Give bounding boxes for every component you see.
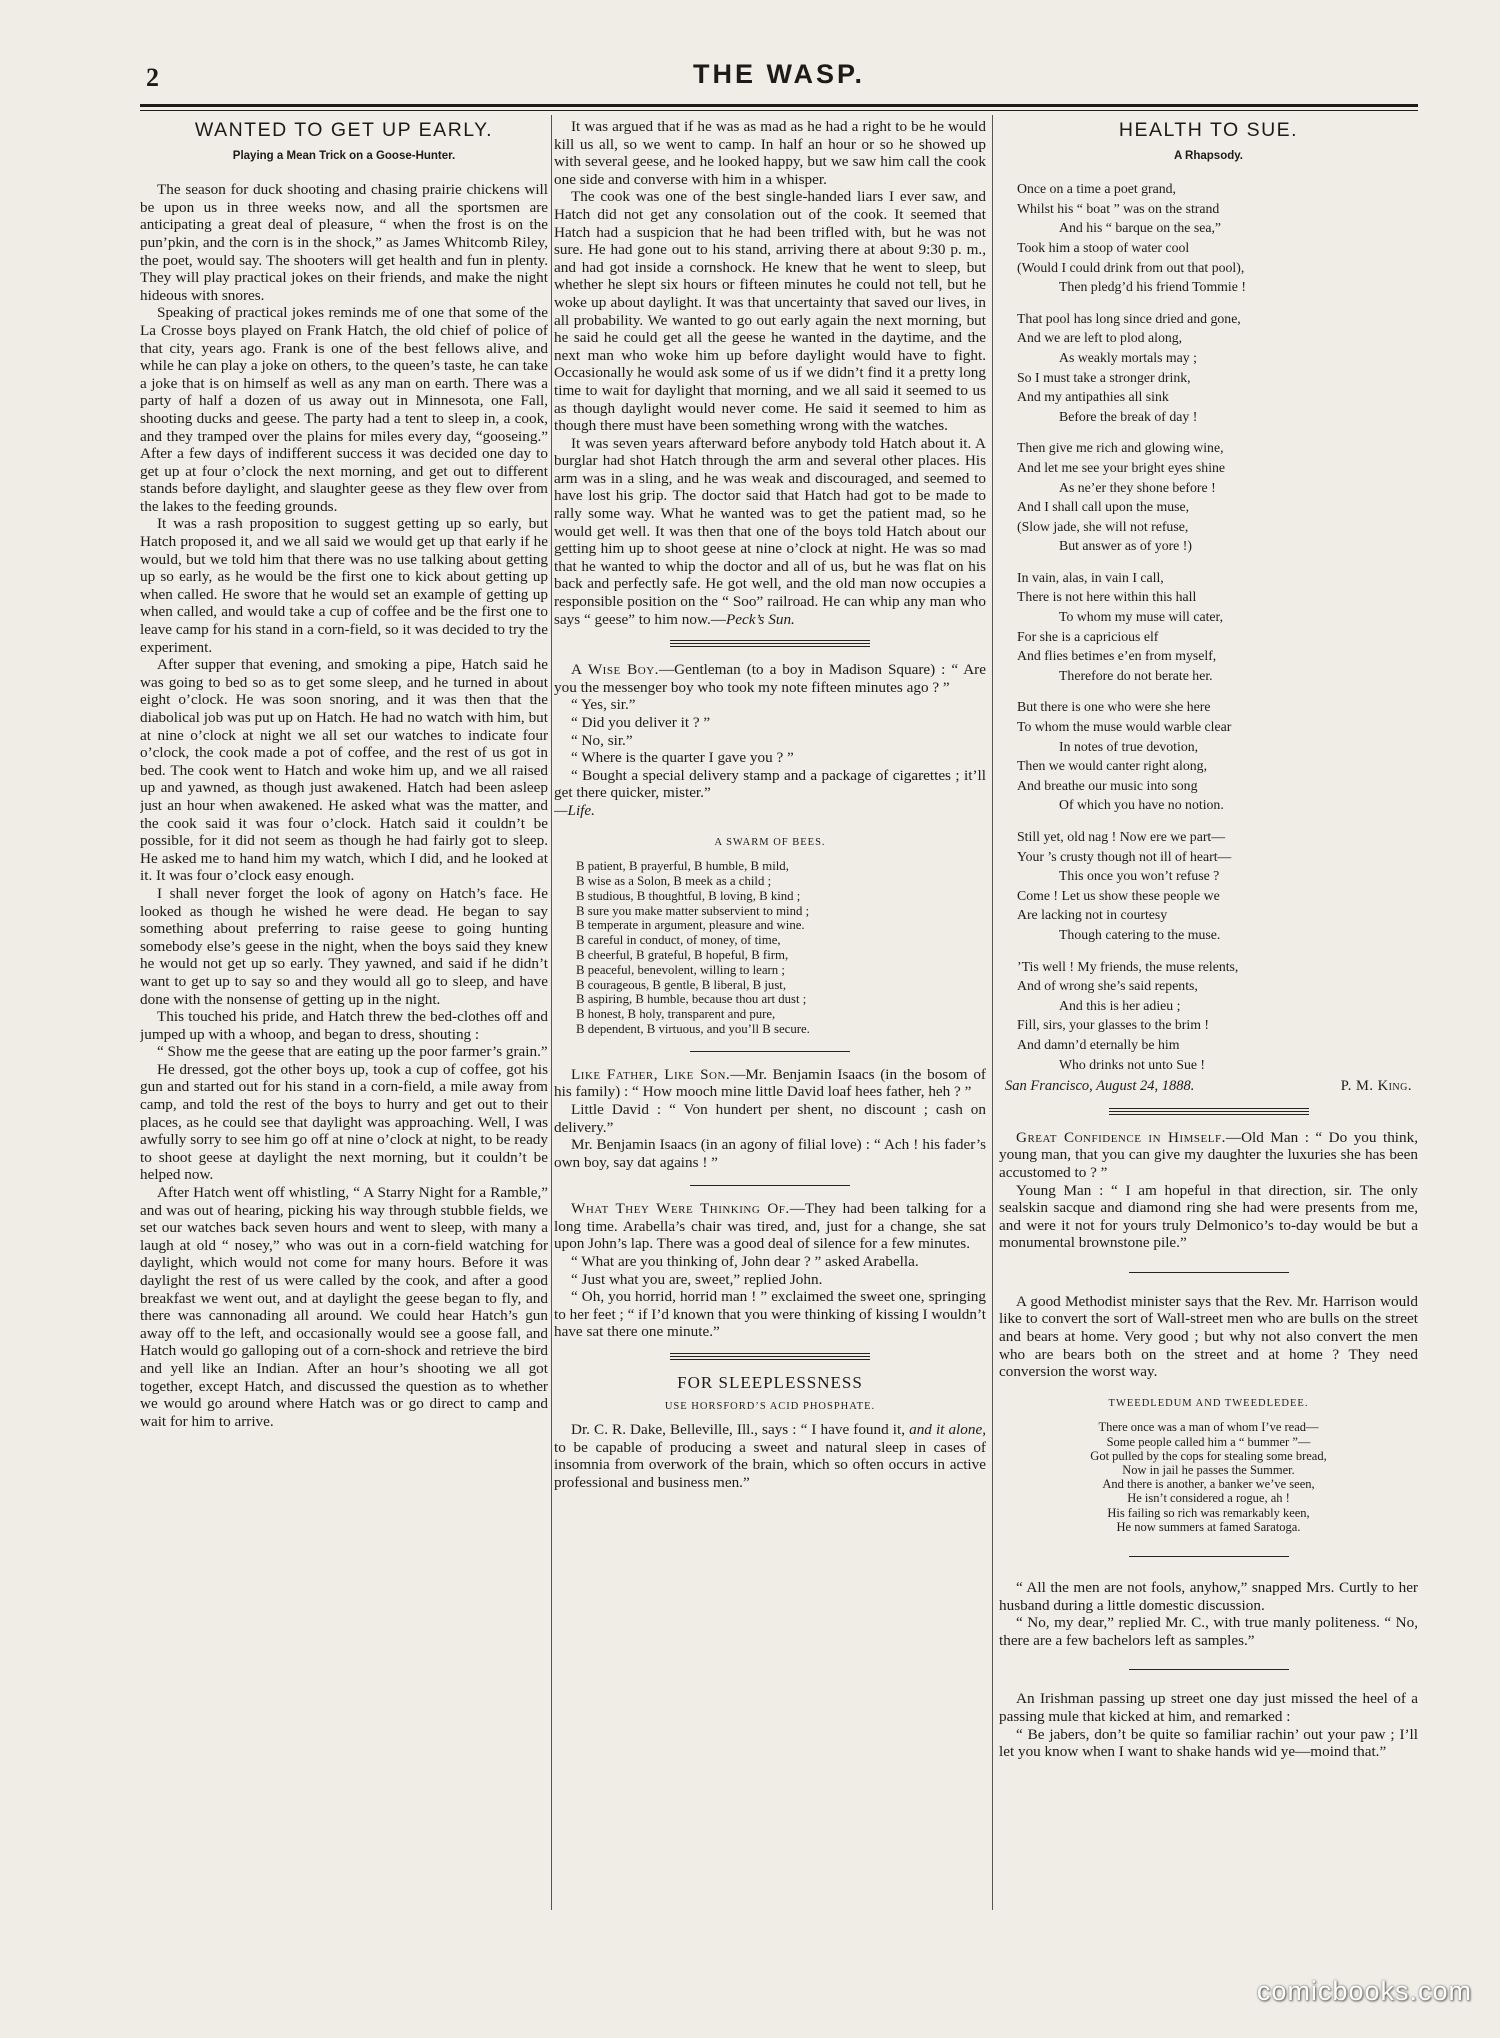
paragraph: A good Methodist minister says that the Rev. Mr. Harrison would like to convert the sort of Wall-street men who are bulls on the street and bears at home. Very good ; but why not also convert the men who are bears both on the street and at home ? They need conversion the worst way.	[999, 1292, 1418, 1381]
poem-line: (Slow jade, she will not refuse,	[1017, 518, 1189, 534]
poem-line: And let me see your bright eyes shine	[1017, 459, 1226, 475]
masthead	[140, 55, 1418, 105]
poem-line: In notes of true devotion,	[1059, 738, 1199, 754]
poem-line: B cheerful, B grateful, B hopeful, B firm,	[576, 947, 789, 962]
paragraph: “ No, sir.”	[571, 731, 633, 749]
paragraph	[554, 1421, 986, 1491]
poem-line: B dependent, B virtuous, and you’ll B secure.	[576, 1021, 810, 1036]
paragraph	[554, 1066, 986, 1101]
poem-line: To whom the muse would warble clear	[1017, 719, 1232, 735]
masthead-rule-thin	[140, 110, 1418, 111]
paragraph: “ Just what you are, sweet,” replied John.	[571, 1270, 823, 1288]
poem-line: B studious, B thoughtful, B loving, B kind ;	[576, 888, 801, 903]
poem-line: He isn’t considered a rogue, ah !	[1127, 1491, 1290, 1506]
poem-line: B peaceful, benevolent, willing to learn ;	[576, 962, 785, 977]
poem-line: Therefore do not berate her.	[1059, 667, 1213, 683]
poem-line: B courageous, B gentle, B liberal, B just,	[576, 977, 787, 992]
poem-line: And breathe our music into song	[1017, 777, 1198, 793]
poem-line: Before the break of day !	[1059, 408, 1198, 424]
poem-title: HEALTH TO SUE.	[1118, 119, 1299, 141]
poem-line: As weakly mortals may ;	[1059, 349, 1197, 365]
paragraph: “ No, my dear,” replied Mr. C., with true manly politeness. “ No, there are a few bachelors left as samples.”	[999, 1614, 1418, 1649]
poem-line: There is not here within this hall	[1017, 589, 1197, 605]
paragraph: “ Oh, you horrid, horrid man ! ” exclaimed the sweet one, springing to her feet ; “ if I’d known that you were thinking of kissing I wouldn’t have sat there one minute.”	[554, 1288, 986, 1341]
paragraph: After supper that evening, and smoking a pipe, Hatch said he was going to bed so as to get some sleep, and he turned in about eight o’clock. He was soon snoring, and it was then that the diabolical job was put up on Hatch. He had no watch with him, but at nine o’clock at night we all set our watches to indicate four o’clock, the cook made a pot of coffee, and the rest of us got in bed. The cook went to Hatch and woke him up, and we all raised up and yawned, as though just awakened. Hatch had been asleep just an hour when awakened. He asked what was the matter, and the cook said it was four o’clock. Hatch said it couldn’t be possible, for it did not seem as though he had fairly got to sleep. He asked me to hand him my watch, which I did, and he looked at it. It was four o’clock easy enough.	[140, 656, 548, 885]
paragraph: “ All the men are not fools, anyhow,” snapped Mrs. Curtly to her husband during a little domestic discussion.	[999, 1579, 1418, 1614]
poem-line: Still yet, old nag ! Now ere we part—	[1017, 829, 1226, 844]
poem-title: TWEEDLEDUM AND TWEEDLEDEE.	[1108, 1397, 1309, 1409]
paragraph: “ Bought a special delivery stamp and a package of cigarettes ; it’ll get there quicker, mister.”	[554, 766, 986, 802]
poem-line: And flies betimes e’en from myself,	[1017, 648, 1217, 664]
poem-line: Then give me rich and glowing wine,	[1017, 440, 1224, 456]
separator	[1129, 1556, 1289, 1557]
paragraph: “ Where is the quarter I gave you ? ”	[571, 749, 794, 767]
column-divider	[992, 115, 993, 1910]
paragraph: He dressed, got the other boys up, took a cup of coffee, got his gun and started out for his stand in a corn-field, a mile away from camp, and told the rest of the boys to hurry and get out to their places, as he could see that daylight was approaching. Well, I was awfully sorry to see him go off at nine o’clock at night, to be ready to shoot geese at daylight the next morning, but it couldn’t be helped now.	[140, 1060, 548, 1184]
column-divider	[551, 115, 552, 1910]
paragraph: It was a rash proposition to suggest getting up so early, but Hatch proposed it, and we all said we would get up that early if he would, but we told him that there was no use talking about getting up so early, as he would be the first one to kick about getting up when called. He swore that he would set an example of getting up when called, and would take a cup of coffee and be the first one to leave camp for his stand in a corn-field, so it was decided to try the experiment.	[140, 515, 548, 656]
paragraph-text: —Mr. Benjamin Isaacs (in the bosom of his family) : “ How mooch mine little David loaf hees father, heh ? ”	[554, 1065, 986, 1101]
ad-text: to be capable of producing a sweet and natural sleep in cases of insomnia from overwork of the brain, which so often occurs in active professional and business men.”	[554, 1438, 986, 1491]
paragraph: “ Be jabers, don’t be quite so familiar rachin’ out your paw ; I’ll let you know when I want to shake hands wid ye—moind that.”	[999, 1725, 1418, 1761]
paragraph: It was argued that if he was as mad as he had a right to be he would kill us all, so we went to camp. In half an hour or so he showed up with several geese, and he looked happy, but we saw him call the cook one side and converse with him in a whisper.	[554, 118, 986, 188]
poem-line: For she is a capricious elf	[1017, 628, 1159, 644]
paragraph: “ Show me the geese that are eating up the poor farmer’s grain.”	[157, 1043, 548, 1061]
column-2	[554, 118, 986, 1918]
poem-line: Some people called him a “ bummer ”—	[1106, 1434, 1311, 1449]
paragraph: I shall never forget the look of agony on Hatch’s face. He looked as though he wished he were dead. He began to say something about preferring to raise geese to going hunting somebody else’s geese in the night, when the boys said they knew he would not get up so early. They yawned, and said if he didn’t want to get up to say so and they would all go to sleep, and have done with the nonsense of getting up in the night.	[140, 884, 548, 1008]
paragraph-text: It was seven years afterward before anybody told Hatch about it. A burglar had shot Hatch through the arm and several other places. His arm was in a sling, and he was weak and discouraged, and seemed to have lost his grip. The doctor said that Hatch had got to be made to rally some way. What he wanted was to get the patient mad, so he would get well. It was then that one of the boys told Hatch about our getting him up to shoot geese at nine o’clock at night. He was so mad that he wanted to whip the doctor and all of us, but he was flat on his back and perfectly safe. He got well, and the old man now occupies a responsible position on the “ Soo” railroad. He can whip any man who says “ geese” to him now.—	[554, 434, 986, 628]
paragraph	[554, 661, 986, 696]
poem-line: And I shall call upon the muse,	[1017, 499, 1190, 515]
ad-emphasis: and it alone,	[909, 1421, 986, 1439]
poem-line: B careful in conduct, of money, of time,	[576, 933, 781, 948]
column-1	[140, 118, 548, 1918]
article-title: WANTED TO GET UP EARLY.	[194, 119, 494, 141]
poem-line: Then we would canter right along,	[1017, 758, 1208, 774]
separator	[1129, 1669, 1289, 1670]
paragraph	[554, 435, 986, 629]
separator	[690, 1185, 850, 1186]
paragraph: Speaking of practical jokes reminds me of one that some of the La Crosse boys played on Frank Hatch, the old chief of police of that city, years ago. Frank is one of the best fellows alive, and while he can play a joke on others, to the queen’s taste, he can take a joke that is on himself as well as any man on earth. There was a party of half a dozen of us away out in Minnesota, one Fall, shooting ducks and geese. The party had a tent to sleep in, a cook, and they tramped over the plains for miles every day, “gooseing.” After a few days of indifferent success it was decided one day to get up at four o’clock the next morning, and get out to different stands before daylight, and slaughter geese as they flew over from the lakes to the feeding grounds.	[140, 304, 548, 515]
item-head: A Wise Boy.	[571, 661, 659, 679]
paragraph	[554, 1200, 986, 1253]
poem-place-date: San Francisco, August 24, 1888.	[1005, 1078, 1195, 1095]
poem-line: Come ! Let us show these people we	[1017, 887, 1220, 903]
bees-poem	[576, 859, 986, 1037]
separator	[1129, 1272, 1289, 1273]
poem-line: B temperate in argument, pleasure and wine.	[576, 918, 805, 933]
poem-title: A SWARM OF BEES.	[714, 836, 826, 848]
poem-line: B patient, B prayerful, B humble, B mild,	[576, 859, 789, 874]
poem-line: Now in jail he passes the Summer.	[1122, 1463, 1295, 1478]
paragraph: Little David : “ Von hundert per shent, no discount ; cash on delivery.”	[554, 1100, 986, 1136]
poem-line: And there is another, a banker we’ve seen,	[1102, 1477, 1315, 1492]
poem-line: He now summers at famed Saratoga.	[1116, 1519, 1301, 1534]
section-separator	[670, 640, 870, 647]
paragraph	[999, 1129, 1418, 1182]
paragraph: Mr. Benjamin Isaacs (in an agony of filial love) : “ Ach ! his fader’s own boy, say dat agains ! ”	[554, 1136, 986, 1171]
page-number: 2	[146, 63, 159, 92]
paragraph: The season for duck shooting and chasing prairie chickens will be upon us in three weeks now, and all the sportsmen are anticipating a great deal of pleasure, “ when the frost is on the pun’pkin, and the corn is in the shock,” as James Whitcomb Riley, the poet, would say. The shooters will get health and fun in plenty. They will play practical jokes on their friends, and make the night hideous with snores.	[140, 181, 548, 304]
poem-line: B honest, B holy, transparent and pure,	[576, 1007, 776, 1022]
poem-line: Are lacking not in courtesy	[1017, 907, 1168, 923]
poem-line: And his “ barque on the sea,”	[1059, 220, 1222, 236]
article-source: Peck’s Sun.	[725, 610, 795, 628]
site-watermark: comicbooks.com	[1256, 1976, 1472, 2006]
poem-line: And damn’d eternally be him	[1017, 1036, 1180, 1052]
poem-line: This once you won’t refuse ?	[1059, 868, 1220, 884]
poem-line: ’Tis well ! My friends, the muse relents,	[1017, 958, 1239, 974]
poem-subtitle: A Rhapsody.	[1173, 149, 1243, 162]
paragraph: “ Did you deliver it ? ”	[571, 714, 711, 731]
section-separator	[670, 1353, 870, 1360]
poem-line: In vain, alas, in vain I call,	[1017, 569, 1164, 585]
poem-line: Took him a stoop of water cool	[1017, 239, 1190, 255]
poem-line: (Would I could drink from out that pool),	[1017, 259, 1245, 275]
poem-signature	[1005, 1078, 1412, 1096]
poem-line: B aspiring, B humble, because thou art dust ;	[576, 992, 807, 1007]
poem-line: That pool has long since dried and gone,	[1017, 310, 1241, 326]
poem-line: Then pledg’d his friend Tommie !	[1059, 279, 1246, 295]
item-head: Great Confidence in Himself.	[1016, 1128, 1226, 1146]
paragraph: “ Yes, sir.”	[571, 696, 636, 714]
poem-line: B wise as a Solon, B meek as a child ;	[576, 873, 772, 888]
poem-line: His failing so rich was remarkably keen,	[1107, 1505, 1310, 1520]
paragraph: “ What are you thinking of, John dear ? ” asked Arabella.	[571, 1253, 919, 1271]
poem-line: B sure you make matter subservient to mind ;	[576, 903, 810, 918]
paragraph: The cook was one of the best single-handed liars I ever saw, and Hatch did not get any consolation out of the cook. It seemed that Hatch had a suspicion that he had been trifled with, but he was not sure. He had gone out to his stand, arriving there at about 9:30 p. m., and had got inside a cornshock. He knew that he went to sleep, but whether he slept six hours or fifteen minutes he could not tell, but he woke up about daylight. It was that uncertainty that saved our lives, in all probability. We wanted to go out early again the next morning, but he said he could get all the geese he wanted in the daytime, and the next man who woke him up before daylight would have to fight. Occasionally he would ask some of us if we didn’t find it a pretty long time to wait for daylight that morning, and we all said it seemed to us as though daylight would never come. He said it seemed to him as though there must have been something wrong with the watches.	[554, 188, 986, 435]
ad-title: FOR SLEEPLESSNESS	[677, 1373, 863, 1393]
poem-line: To whom my muse will cater,	[1059, 609, 1224, 625]
paragraph-text: —Old Man : “ Do you think, young man, that you can give my daughter the luxuries she has been accustomed to ? ”	[999, 1128, 1418, 1181]
paragraph-text: —They had been talking for a long time. Arabella’s chair was tired, and, just for a change, she sat upon John’s lap. There was a good deal of silence for a few minutes.	[554, 1200, 986, 1253]
paragraph: This touched his pride, and Hatch threw the bed-clothes off and jumped up with a whoop, and began to dress, shouting :	[140, 1008, 548, 1043]
poem-line: So I must take a stronger drink,	[1017, 369, 1191, 385]
ad-text: Dr. C. R. Dake, Belleville, Ill., says : “ I have found it,	[571, 1421, 910, 1439]
tweedle-poem	[999, 1420, 1418, 1534]
masthead-rule	[140, 104, 1418, 107]
poem-line: And of wrong she’s said repents,	[1017, 978, 1198, 994]
poem-line: And this is her adieu ;	[1059, 997, 1181, 1013]
poem-line: Once on a time a poet grand,	[1017, 181, 1176, 197]
poem-line: And we are left to plod along,	[1017, 330, 1183, 346]
item-head: What They Were Thinking Of.	[571, 1200, 790, 1218]
poem-line: But answer as of yore !)	[1059, 538, 1192, 554]
column-3	[999, 118, 1418, 1918]
paragraph: Young Man : “ I am hopeful in that direction, sir. The only sealskin sacque and diamond ring she had were presents from me, and were it not for yours truly Delmonico’s to-day would be but a monumental brownstone pile.”	[999, 1181, 1418, 1252]
section-separator	[1109, 1108, 1309, 1115]
poem-line: But there is one who were she here	[1017, 699, 1211, 715]
poem-line: There once was a man of whom I’ve read—	[1098, 1420, 1319, 1435]
poem-line: Your ’s crusty though not ill of heart—	[1017, 848, 1232, 864]
poem-line: As ne’er they shone before !	[1059, 479, 1216, 495]
poem-line: Fill, sirs, your glasses to the brim !	[1017, 1017, 1209, 1033]
poem-line: Got pulled by the cops for stealing some bread,	[1090, 1448, 1327, 1463]
paragraph: An Irishman passing up street one day just missed the heel of a passing mule that kicked at him, and remarked :	[999, 1690, 1418, 1726]
poem-line: Whilst his “ boat ” was on the strand	[1017, 200, 1220, 216]
poem-author: P. M. King.	[1340, 1078, 1412, 1095]
poem-line: Though catering to the muse.	[1059, 926, 1221, 942]
newspaper-title: THE WASP.	[692, 59, 866, 89]
item-source-text: —Life.	[554, 801, 595, 819]
paragraph-text: —Gentleman (to a boy in Madison Square) : “ Are you the messenger boy who took my note fifteen minutes ago ? ”	[554, 661, 986, 696]
health-poem	[1017, 179, 1418, 1074]
poem-line: And my antipathies all sink	[1017, 389, 1169, 405]
paragraph: After Hatch went off whistling, “ A Starry Night for a Ramble,” and was out of hearing, picking his way through stubble fields, we set our watches back seven hours and went to sleep, with many a laugh at old “ nosey,” who was out in a corn-field watching for daylight, which would not come for many hours. Before it was daylight the rest of us were called by the cook, and after a good breakfast we went out, and at daylight the geese began to fly, and there was cannonading all around. We could hear Hatch’s gun away off to the left, and occasionally would see a goose fall, and Hatch would go galloping out of a corn-shock and retrieve the bird and yell like an Indian. After an hour’s shooting we all got together, except Hatch, and discussed the question as to whether we would go around where Hatch was or go direct to camp and wait for him to arrive.	[140, 1184, 548, 1430]
ad-subtitle: USE HORSFORD’S ACID PHOSPHATE.	[664, 1400, 876, 1412]
item-head: Like Father, Like Son.	[571, 1065, 731, 1083]
poem-line: Who drinks not unto Sue !	[1059, 1056, 1206, 1072]
article-subtitle: Playing a Mean Trick on a Goose-Hunter.	[232, 149, 456, 162]
item-source	[554, 802, 986, 820]
poem-line: Of which you have no notion.	[1059, 797, 1224, 813]
separator	[690, 1051, 850, 1052]
